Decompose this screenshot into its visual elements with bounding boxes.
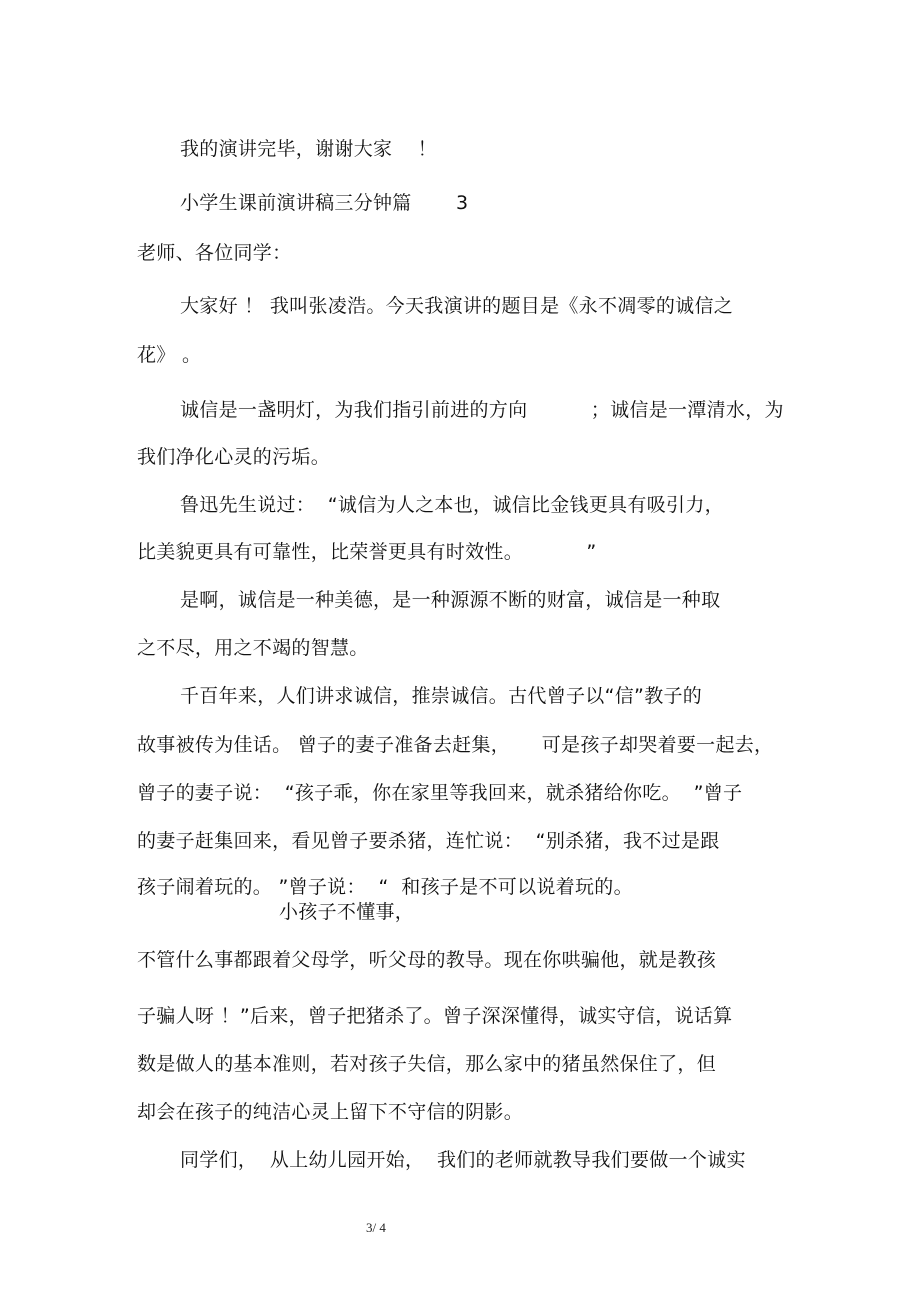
paragraph-line: 小孩子不懂事， [279, 901, 415, 923]
closing-line: 我的演讲完毕，谢谢大家 ！ [180, 138, 437, 160]
paragraph-line: 之不尽，用之不竭的智慧。 [137, 637, 369, 659]
paragraph-line: 孩子闹着玩的。 ”曾子说： “ 和孩子是不可以说着玩的。 [137, 876, 633, 898]
paragraph-line: 却会在孩子的纯洁心灵上留下不守信的阴影。 [137, 1101, 524, 1123]
section-title: 小学生课前演讲稿三分钟篇 3 [180, 192, 469, 214]
paragraph-line: 数是做人的基本准则，若对孩子失信，那么家中的猪虽然保住了，但 [137, 1053, 717, 1075]
page-number: 3/ 4 [366, 1220, 386, 1235]
paragraph-line: 诚信是一盏明灯，为我们指引前进的方向 ；诚信是一潭清水，为 [180, 399, 784, 421]
paragraph-line: 花》 。 [137, 344, 202, 366]
paragraph-line: 故事被传为佳话。 曾子的妻子准备去赶集， 可是孩子却哭着要一起去， [137, 734, 774, 756]
paragraph-line: 鲁迅先生说过： “诚信为人之本也，诚信比金钱更具有吸引力， [180, 494, 724, 516]
paragraph-line: 千百年来，人们讲求诚信，推崇诚信。古代曾子以“信”教子的 [180, 685, 703, 707]
paragraph-line: 曾子的妻子说： “孩子乖，你在家里等我回来，就杀猪给你吃。 ”曾子 [137, 782, 743, 804]
paragraph-line: 子骗人呀 ！”后来，曾子把猪杀了。曾子深深懂得，诚实守信，说话算 [137, 1005, 733, 1027]
paragraph-line: 比美貌更具有可靠性，比荣誉更具有时效性。 ” [137, 541, 597, 563]
paragraph-line: 不管什么事都跟着父母学，听父母的教导。现在你哄骗他，就是教孩 [137, 949, 717, 971]
paragraph-line: 的妻子赶集回来，看见曾子要杀猪，连忙说： “别杀猪，我不过是跟 [137, 830, 720, 852]
salutation: 老师、各位同学： [137, 242, 292, 264]
paragraph-line: 我们净化心灵的污垢。 [137, 446, 331, 468]
paragraph-line: 同学们， 从上幼儿园开始， 我们的老师就教导我们要做一个诚实 [180, 1149, 746, 1171]
paragraph-line: 是啊，诚信是一种美德，是一种源源不断的财富，诚信是一种取 [180, 589, 721, 611]
paragraph-line: 大家好 ！ 我叫张凌浩。今天我演讲的题目是《永不凋零的诚信之 [180, 295, 734, 317]
